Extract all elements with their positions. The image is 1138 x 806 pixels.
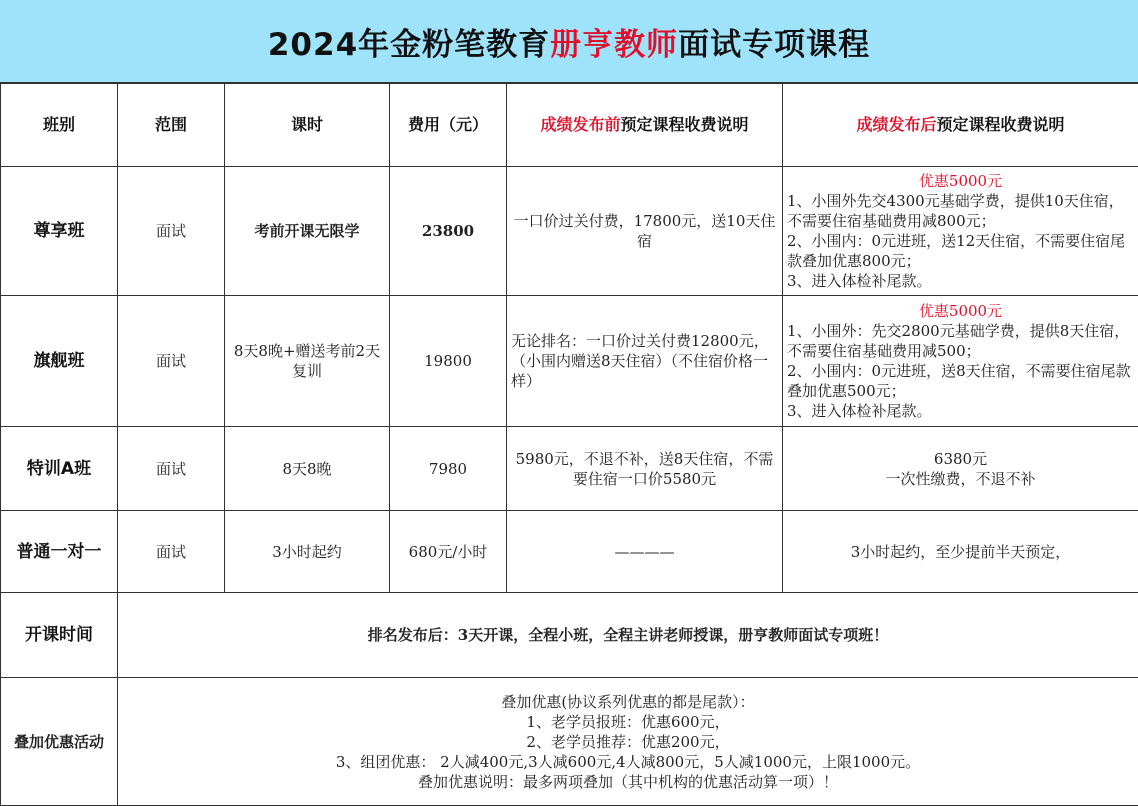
before-release-cell: 一口价过关付费，17800元，送10天住宿: [507, 167, 783, 296]
after-release-cell: [783, 511, 1138, 593]
title-highlight: 册亨教师: [550, 19, 678, 64]
after-line: 2、小围内：0元进班，送8天住宿，不需要住宿尾款叠加优惠500元；: [787, 361, 1134, 401]
offer-line: 2、老学员推荐：优惠200元，: [122, 732, 1134, 752]
hours-cell: 8天8晚+赠送考前2天复训: [225, 296, 390, 427]
scope-cell: 面试: [118, 427, 225, 511]
offers-row: [1, 678, 1138, 806]
start-time-text: 排名发布后：3天开课，全程小班，全程主讲老师授课，册亨教师面试专项班！: [118, 593, 1138, 678]
header-class: 班别: [1, 84, 118, 167]
offer-line: 叠加优惠(协议系列优惠的都是尾款）：: [122, 692, 1134, 712]
hours-cell: 8天8晚: [225, 427, 390, 511]
after-line: 1、小围外先交4300元基础学费，提供10天住宿，不需要住宿基础费用减800元；: [787, 191, 1134, 231]
header-fee: 费用（元）: [390, 84, 507, 167]
header-after-release: [783, 84, 1138, 167]
header-before-rest: 预定课程收费说明: [621, 115, 749, 134]
header-before-red: 成绩发布前: [540, 115, 620, 134]
offer-line: 1、老学员报班：优惠600元，: [122, 712, 1134, 732]
scope-cell: 面试: [118, 167, 225, 296]
promo-title: 优惠5000元: [787, 301, 1134, 321]
header-scope: 范围: [118, 84, 225, 167]
fee-cell: 23800: [390, 167, 507, 296]
header-before-release: [507, 84, 783, 167]
after-release-cell: [783, 296, 1138, 427]
class-name: 特训A班: [1, 427, 118, 511]
title-prefix: 2024年金粉笔教育: [268, 19, 550, 64]
title-suffix: 面试专项课程: [678, 19, 870, 64]
promo-title: 优惠5000元: [787, 171, 1134, 191]
offer-line: 叠加优惠说明：最多两项叠加（其中机构的优惠活动算一项）！: [122, 772, 1134, 792]
header-hours: 课时: [225, 84, 390, 167]
course-table: [0, 83, 1138, 806]
after-line: 6380元: [787, 449, 1134, 469]
after-release-cell: [783, 167, 1138, 296]
offers-label: 叠加优惠活动: [1, 678, 118, 806]
before-release-cell: 5980元，不退不补，送8天住宿，不需要住宿一口价5580元: [507, 427, 783, 511]
before-release-cell: 无论排名：一口价过关付费12800元，（小围内赠送8天住宿）（不住宿价格一样）: [507, 296, 783, 427]
hours-cell: 3小时起约: [225, 511, 390, 593]
start-time-row: [1, 593, 1138, 678]
header-after-rest: 预定课程收费说明: [937, 115, 1065, 134]
class-name: 普通一对一: [1, 511, 118, 593]
scope-cell: 面试: [118, 296, 225, 427]
table-row: [1, 296, 1138, 427]
offer-line: 3、组团优惠： 2人减400元,3人减600元,4人减800元，5人减1000元，上限1000元。: [122, 752, 1134, 772]
fee-cell: 7980: [390, 427, 507, 511]
after-line: 一次性缴费，不退不补: [787, 469, 1134, 489]
after-line: 3、进入体检补尾款。: [787, 271, 1134, 291]
table-row: [1, 167, 1138, 296]
after-line: 2、小围内：0元进班，送12天住宿，不需要住宿尾款叠加优惠800元；: [787, 231, 1134, 271]
after-line: 1、小围外：先交2800元基础学费，提供8天住宿，不需要住宿基础费用减500；: [787, 321, 1134, 361]
start-time-label: 开课时间: [1, 593, 118, 678]
class-name: 旗舰班: [1, 296, 118, 427]
after-line: 3、进入体检补尾款。: [787, 401, 1134, 421]
header-row: [1, 84, 1138, 167]
scope-cell: 面试: [118, 511, 225, 593]
after-line: 3小时起约，至少提前半天预定，: [787, 542, 1134, 562]
sheet-title: [0, 0, 1138, 83]
class-name: 尊享班: [1, 167, 118, 296]
table-row: [1, 511, 1138, 593]
before-release-cell: ————: [507, 511, 783, 593]
fee-cell: 19800: [390, 296, 507, 427]
fee-cell: 680元/小时: [390, 511, 507, 593]
table-row: [1, 427, 1138, 511]
after-release-cell: [783, 427, 1138, 511]
hours-cell: 考前开课无限学: [225, 167, 390, 296]
offers-text: [118, 678, 1138, 806]
header-after-red: 成绩发布后: [856, 115, 936, 134]
